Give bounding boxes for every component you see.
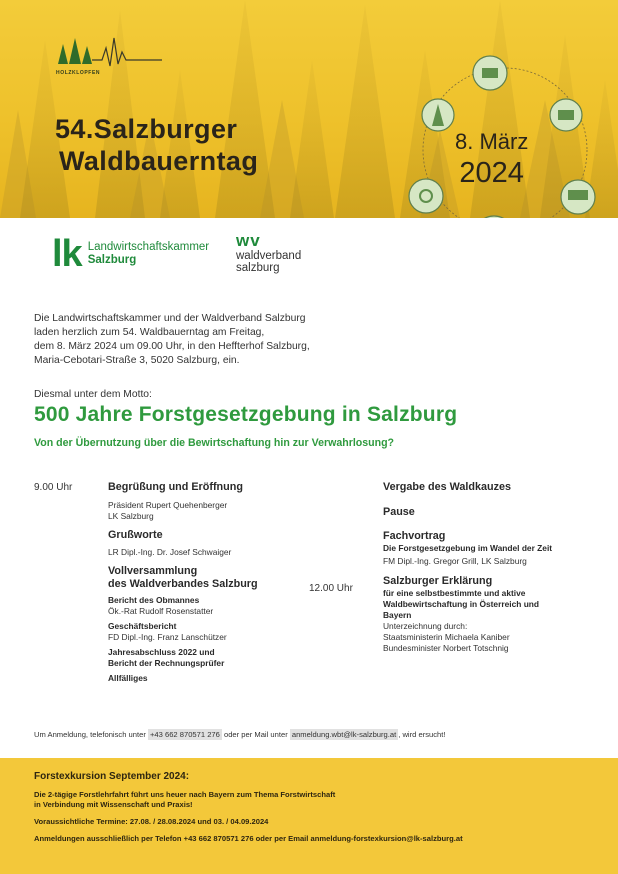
registration-note-pre: Um Anmeldung, telefonisch unter [34, 730, 148, 739]
motto-heading: 500 Jahre Forstgesetzgebung in Salzburg [34, 403, 458, 426]
item-lecture-title: Fachvortrag [383, 530, 446, 542]
event-date-year: 2024 [459, 157, 524, 189]
wv-name-line2: salzburg [236, 262, 280, 274]
item-declaration-line3: Bayern [383, 610, 412, 620]
item-chair-report: Bericht des Obmannes [108, 595, 200, 605]
item-owl-award-title: Vergabe des Waldkauzes [383, 481, 512, 493]
wv-logo-mark: wv [236, 231, 261, 250]
program-right-column [383, 481, 603, 654]
item-miscellaneous: Allfälliges [108, 673, 148, 683]
lk-logo-mark: lk [52, 233, 82, 275]
time-start: 9.00 Uhr [34, 482, 73, 493]
excursion-box [0, 758, 618, 874]
item-greetings-speaker: LR Dipl.-Ing. Dr. Josef Schwaiger [108, 547, 232, 557]
item-declaration-line2: Waldbewirtschaftung in Österreich und [383, 599, 540, 609]
event-title-line2: Waldbauerntag [59, 146, 259, 176]
item-annual-accounts-line2: Bericht der Rechnungsprüfer [108, 658, 225, 668]
item-declaration-line1: für eine selbstbestimmte und aktive [383, 588, 526, 598]
house-icon [474, 216, 514, 218]
item-break-title: Pause [383, 506, 415, 518]
time-noon: 12.00 Uhr [309, 583, 353, 594]
invitation-line4: Maria-Cebotari-Straße 3, 5020 Salzburg, ein. [34, 355, 240, 366]
event-date [455, 128, 528, 190]
event-title [55, 113, 258, 177]
item-assembly-title2: des Waldverbandes Salzburg [108, 578, 258, 590]
registration-phone[interactable]: +43 662 870571 276 [149, 730, 220, 739]
item-welcome-speaker: Präsident Rupert Quehenberger [108, 500, 228, 510]
registration-note-post: , wird ersucht! [398, 730, 446, 739]
item-chair-report-speaker: Ök.-Rat Rudolf Rosenstatter [108, 606, 214, 616]
item-assembly-title1: Vollversammlung [108, 565, 198, 577]
lk-name-line2: Salzburg [87, 254, 137, 266]
excursion-dates: Voraussichtliche Termine: 27.08. / 28.08.2024 und 03. / 04.09.2024 [34, 817, 269, 826]
waldverband-logo [236, 232, 301, 274]
excursion-description [34, 790, 594, 810]
holzklopfen-logo-text: HOLZKLOPFEN [56, 70, 101, 76]
item-annual-accounts-line1: Jahresabschluss 2022 und [108, 647, 215, 657]
excursion-registration: Anmeldungen ausschließlich per Telefon +43 662 870571 276 oder per Email anmeldung-forstexkursion@lk-salzburg.at [34, 834, 463, 843]
registration-note [34, 730, 445, 739]
header-banner [0, 0, 618, 218]
wv-name-line1: waldverband [236, 250, 302, 262]
excursion-description-line1: Die 2-tägige Forstlehrfahrt führt uns heuer nach Bayern zum Thema Forstwirtschaft [34, 790, 336, 799]
item-declaration-title: Salzburger Erklärung [383, 575, 493, 587]
excursion-description-line2: in Verbindung mit Wissenschaft und Praxis! [34, 800, 193, 809]
item-business-report-speaker: FD Dipl.-Ing. Franz Lanschützer [108, 632, 227, 642]
item-greetings-title: Grußworte [108, 529, 163, 541]
item-declaration-signer2: Bundesminister Norbert Totschnig [383, 643, 509, 653]
motto-lead: Diesmal unter dem Motto: [34, 389, 152, 400]
registration-note-mid: oder per Mail unter [221, 730, 290, 739]
item-business-report: Geschäftsbericht [108, 621, 177, 631]
invitation-line3: dem 8. März 2024 um 09.00 Uhr, in den Heffterhof Salzburg, [34, 341, 310, 352]
item-declaration-signing: Unterzeichnung durch: [383, 621, 468, 631]
holzklopfen-logo-icon [52, 30, 162, 70]
excursion-content [34, 771, 594, 851]
lk-logo-text [88, 241, 209, 267]
motto-subheading: Von der Übernutzung über die Bewirtschaftung hin zur Verwahrlosung? [34, 437, 395, 449]
excursion-heading: Forstexkursion September 2024: [34, 771, 190, 782]
item-welcome-title: Begrüßung und Eröffnung [108, 481, 243, 493]
registration-email-link[interactable]: anmeldung.wbt@lk-salzburg.at [291, 730, 397, 739]
recycle-icon [409, 179, 443, 213]
invitation-line1: Die Landwirtschaftskammer und der Waldverband Salzburg [34, 313, 306, 324]
event-date-day: 8. März [455, 129, 529, 154]
event-title-line1: 54.Salzburger [55, 114, 238, 144]
program-left-column [108, 481, 308, 684]
invitation-text [34, 312, 414, 368]
landwirtschaftskammer-logo [52, 233, 210, 275]
item-declaration-signer1: Staatsministerin Michaela Kaniber [383, 632, 510, 642]
item-lecture-speaker: FM Dipl.-Ing. Gregor Grill, LK Salzburg [383, 556, 527, 566]
invitation-line2: laden herzlich zum 54. Waldbauerntag am Freitag, [34, 327, 265, 338]
item-welcome-org: LK Salzburg [108, 511, 154, 521]
item-lecture-topic: Die Forstgesetzgebung im Wandel der Zeit [383, 543, 553, 553]
lk-name-line1: Landwirtschaftskammer [87, 241, 210, 253]
